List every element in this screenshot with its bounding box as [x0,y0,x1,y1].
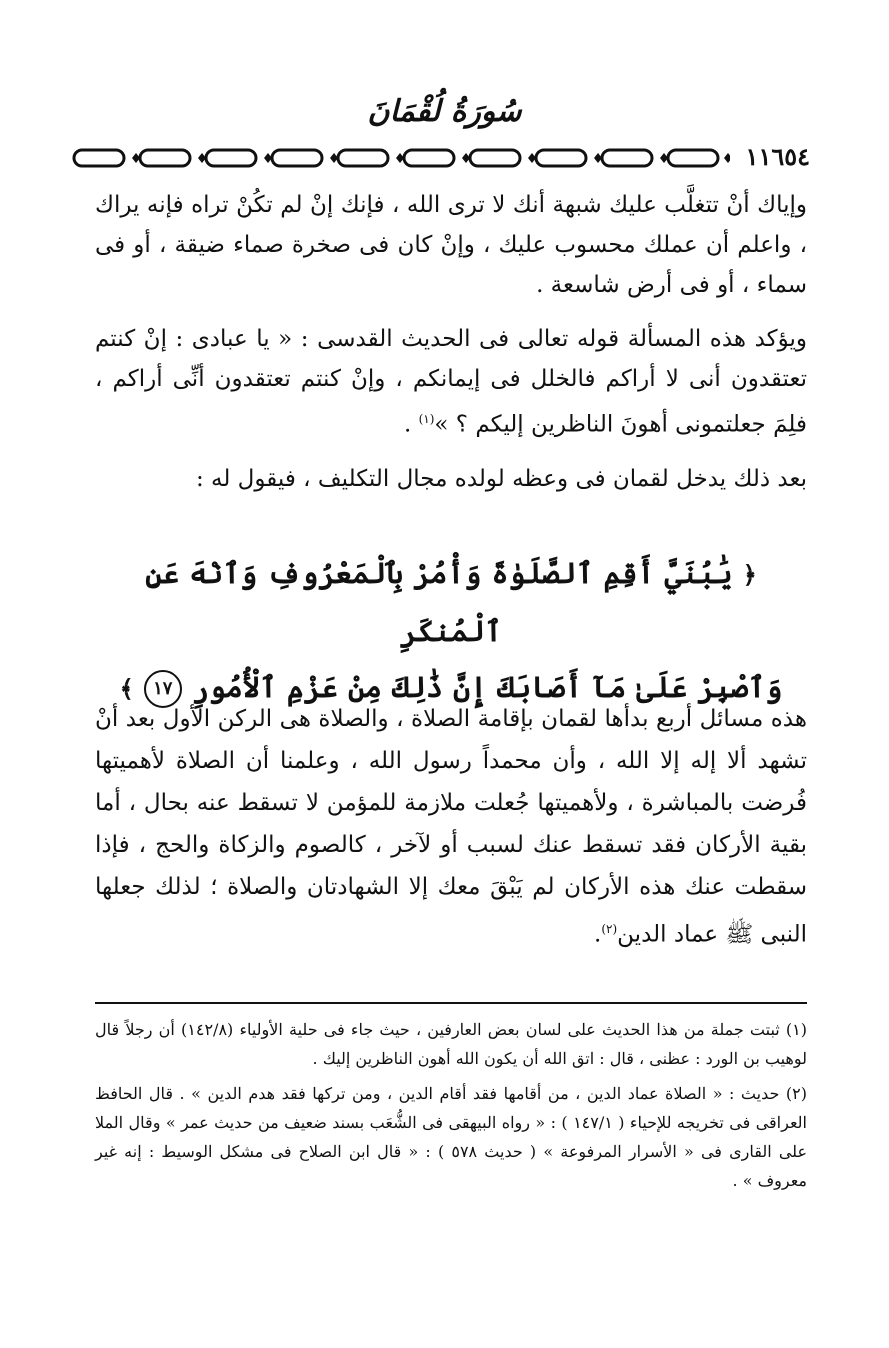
quran-verse [95,545,807,717]
paragraph-2 [95,319,807,445]
footnote-1: (١) ثبتت جملة من هذا الحديث على لسان بعض العارفين ، حيث جاء فى حلية الأولياء (١٤٢/٨) أن رجلاً قال لوهيب بن الورد : عظنى ، قال : اتق الله أن يكون الله أهون الناظرين إليك . [95,1020,807,1068]
verse-line-2-text: وَٱصْبِرْ عَلَىٰ مَآ أَصَابَكَ إِنَّ ذَٰلِكَ مِنْ عَزْمِ ٱلْأُمُورِ [191,670,783,704]
footnotes [95,1015,807,1201]
main-text [95,185,807,513]
footnote-2: (٢) حديث : « الصلاة عماد الدين ، من أقامها فقد أقام الدين ، ومن تركها فقد هدم الدين » . قال الحافظ العراقى فى تخريجه للإحياء ( ١٤٧/١ ) : « رواه البيهقى فى الشُّعَب بسند ضعيف من حديث عمر » وقال الملا على القارى فى « الأسرار المرفوعة » ( حديث ٥٧٨ ) : « قال ابن الصلاح فى مشكل الوسيط : إنه غير معروف » . [95,1084,807,1190]
footnote-divider [95,1002,807,1004]
verse-number: ١٧ [144,670,182,708]
decorative-border-icon [70,145,810,171]
footnote-ref-1: (١) [418,412,435,426]
verse-close-ornament: ﴾ [119,674,134,703]
paragraph-3: بعد ذلك يدخل لقمان فى وعظه لولده مجال التكليف ، فيقول له : [195,465,807,492]
page-number: ١١٦٥٤ [730,142,814,172]
surah-title: سُورَةُ لُقْمَانَ [367,94,522,129]
main-text-continued [95,698,807,956]
paragraph-1: وإياك أنْ تتغلَّب عليك شبهة أنك لا ترى الله ، فإنك إنْ لم تكُنْ تراه فإنه يراك ، واعلم أن عملك محسوب عليك ، وإنْ كان فى صخرة صماء ضيقة ، أو فى سماء ، أو فى أرض شاسعة . [95,192,807,298]
paragraph-2-end: . [403,411,412,438]
paragraph-4: هذه مسائل أربع بدأها لقمان بإقامة الصلاة ، والصلاة هى الركن الأول بعد أنْ تشهد ألا إله إلا الله ، وأن محمداً رسول الله ، وعلمنا أن الصلاة لأهميتها فُرضت بالمباشرة ، ولأهميتها جُعلت ملازمة للمؤمن لا تسقط عنه بحال ، أما بقية الأركان فقد تسقط عنك لسبب أو لآخر ، كالصوم والزكاة والحج ، فإذا سقطت عنك هذه الأركان لم يَبْقَ معك إلا الشهادتان والصلاة ؛ لذلك جعلها النبى ﷺ عماد الدين [95,706,807,948]
paragraph-4-end: . [594,921,602,948]
footnote-ref-2: (٢) [601,922,618,936]
verse-open-ornament: ﴿ [742,560,757,589]
paragraph-2-text: ويؤكد هذه المسألة قوله تعالى فى الحديث القدسى : « يا عبادى : إنْ كنتم تعتقدون أنى لا أراكم فالخلل فى إيمانكم ، وإنْ كنتم تعتقدون أنِّى أراكم ، فلِمَ جعلتمونى أهونَ الناظرين إليكم ؟ » [95,326,807,438]
verse-line-1 [95,545,807,659]
verse-line-1-text: يَٰبُنَيَّ أَقِمِ ٱلصَّلَوٰةَ وَأْمُرْ بِٱلْمَعْرُوفِ وَٱنْهَ عَنِ ٱلْمُنكَرِ [145,556,733,648]
